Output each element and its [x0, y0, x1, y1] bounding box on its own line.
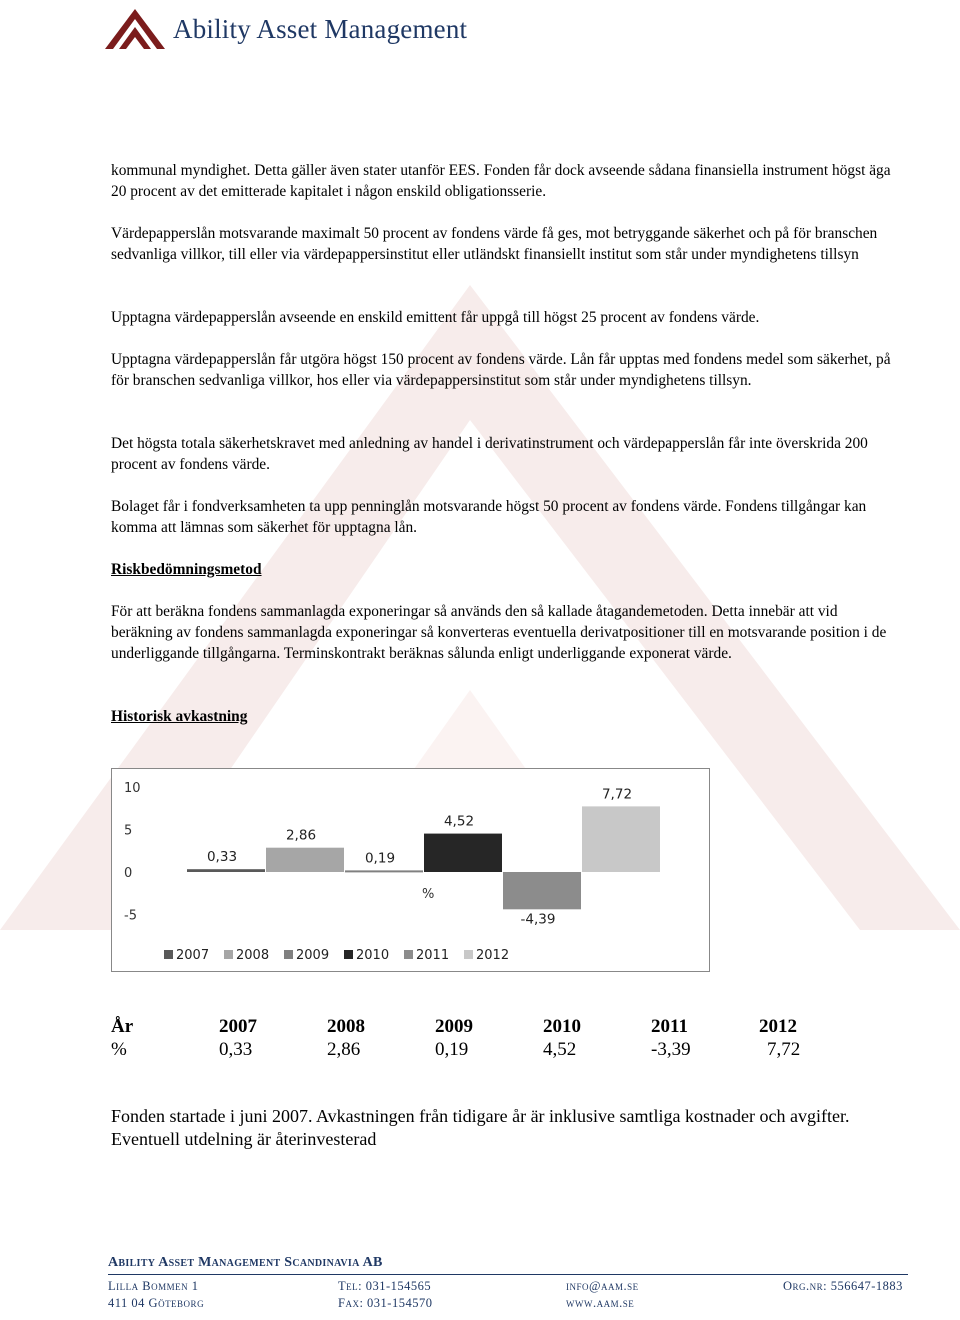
- legend-swatch: [464, 950, 473, 959]
- y-tick-label: -5: [124, 908, 137, 924]
- company-logo: [105, 6, 467, 52]
- table-cell: 0,19: [435, 1039, 469, 1060]
- table-header-cell: 2010: [543, 1016, 581, 1037]
- legend-swatch: [344, 950, 353, 959]
- table-header-cell: 2008: [327, 1016, 365, 1037]
- legend-label: 2012: [476, 948, 510, 963]
- footer-fax: Fax: 031-154570: [338, 1296, 433, 1310]
- table-header-cell: 2012: [759, 1016, 797, 1037]
- data-label: 4,52: [443, 813, 475, 830]
- data-label: -4,39: [520, 911, 556, 928]
- section-heading-risk: Riskbedömningsmetod: [111, 561, 262, 578]
- legend-label: 2010: [356, 948, 390, 963]
- returns-chart-svg: [112, 769, 709, 971]
- table-cell: -3,39: [651, 1039, 691, 1060]
- logo-text: Ability Asset Management: [173, 13, 468, 44]
- footer-divider: [108, 1274, 908, 1275]
- footer-email[interactable]: info@aam.se: [566, 1279, 639, 1293]
- paragraph: Det högsta totala säkerhetskravet med anledning av handel i derivatinstrument och värdepapperslån får inte överskrida 200 procent av fondens värde.: [111, 435, 868, 473]
- section-heading-history: Historisk avkastning: [111, 708, 248, 725]
- returns-chart: [111, 768, 710, 972]
- bar-2010: [424, 834, 502, 872]
- data-label: 0,33: [206, 849, 238, 866]
- footer-tel: Tel: 031-154565: [338, 1279, 432, 1293]
- legend-swatch: [284, 950, 293, 959]
- legend-swatch: [224, 950, 233, 959]
- legend-swatch: [164, 950, 173, 959]
- legend-label: 2009: [296, 948, 330, 963]
- table-cell: 0,33: [219, 1039, 253, 1060]
- y-tick-label: 10: [124, 781, 141, 796]
- table-cell: 7,72: [767, 1039, 801, 1060]
- table-cell: 2,86: [327, 1039, 361, 1060]
- footer-web[interactable]: www.aam.se: [566, 1296, 635, 1310]
- bar-2011: [503, 872, 581, 909]
- table-header-cell: 2007: [219, 1016, 257, 1037]
- logo-mark-icon: [105, 7, 167, 51]
- paragraph: Värdepapperslån motsvarande maximalt 50 procent av fondens värde få ges, mot betryggande säkerhet och på för branschen sedvanliga villkor, till eller via värdepappersinstitut eller utländskt finansiellt institut som står under myndighetens tillsyn: [111, 225, 878, 263]
- data-label: 2,86: [285, 827, 317, 844]
- data-label: 0,19: [364, 850, 396, 867]
- footer-address2: 411 04 Göteborg: [108, 1296, 205, 1310]
- paragraph: Bolaget får i fondverksamheten ta upp penninglån motsvarande högst 50 procent av fondens värde. Fondens tillgångar kan komma att lämnas som säkerhet för upptagna lån.: [111, 498, 867, 536]
- bar-2012: [582, 806, 660, 872]
- legend-swatch: [404, 950, 413, 959]
- table-header-cell: 2009: [435, 1016, 473, 1037]
- y-tick-label: 0: [124, 866, 133, 881]
- table-cell: %: [111, 1039, 127, 1060]
- footer-address1: Lilla Bommen 1: [108, 1279, 199, 1293]
- paragraph: kommunal myndighet. Detta gäller även stater utanför EES. Fonden får dock avseende sådana finansiella instrument högst äga 20 procent av det emitterade kapitalet i någon enskild obligationsserie.: [111, 162, 891, 200]
- paragraph: Upptagna värdepapperslån får utgöra högst 150 procent av fondens värde. Lån får upptas med fondens medel som säkerhet, på för branschen sedvanliga villkor, hos eller via värdepappersinstitut som står under myndighetens tillsyn.: [111, 351, 891, 389]
- legend-label: 2011: [416, 948, 450, 963]
- bar-2008: [266, 848, 344, 872]
- fund-note: Fonden startade i juni 2007. Avkastningen från tidigare år är inklusive samtliga kostnader och avgifter. Eventuell utdelning är återinvesterad: [111, 1106, 850, 1149]
- table-cell: 4,52: [543, 1039, 577, 1060]
- legend-label: 2007: [176, 948, 210, 963]
- footer-company: Ability Asset Management Scandinavia AB: [108, 1255, 383, 1270]
- paragraph: För att beräkna fondens sammanlagda exponeringar så används den så kallade åtagandemetoden. Detta innebär att vid beräkning av fondens sammanlagda exponeringar så konverteras eventuella derivatpositioner till en motsvarande position i de underliggande tillgångarna. Terminskontrakt beräknas sålunda enligt underliggande exponerat värde.: [111, 603, 887, 662]
- paragraph: Upptagna värdepapperslån avseende en enskild emittent får uppgå till högst 25 procent av fondens värde.: [111, 309, 760, 326]
- bar-2007: [187, 869, 265, 872]
- footer-org: Org.nr: 556647-1883: [783, 1279, 903, 1293]
- legend-label: 2008: [236, 948, 270, 963]
- axis-label: %: [422, 887, 435, 902]
- data-label: 7,72: [601, 786, 633, 803]
- table-header-cell: År: [111, 1016, 134, 1037]
- y-tick-label: 5: [124, 823, 133, 839]
- table-header-cell: 2011: [651, 1016, 688, 1037]
- bar-2009: [345, 870, 423, 872]
